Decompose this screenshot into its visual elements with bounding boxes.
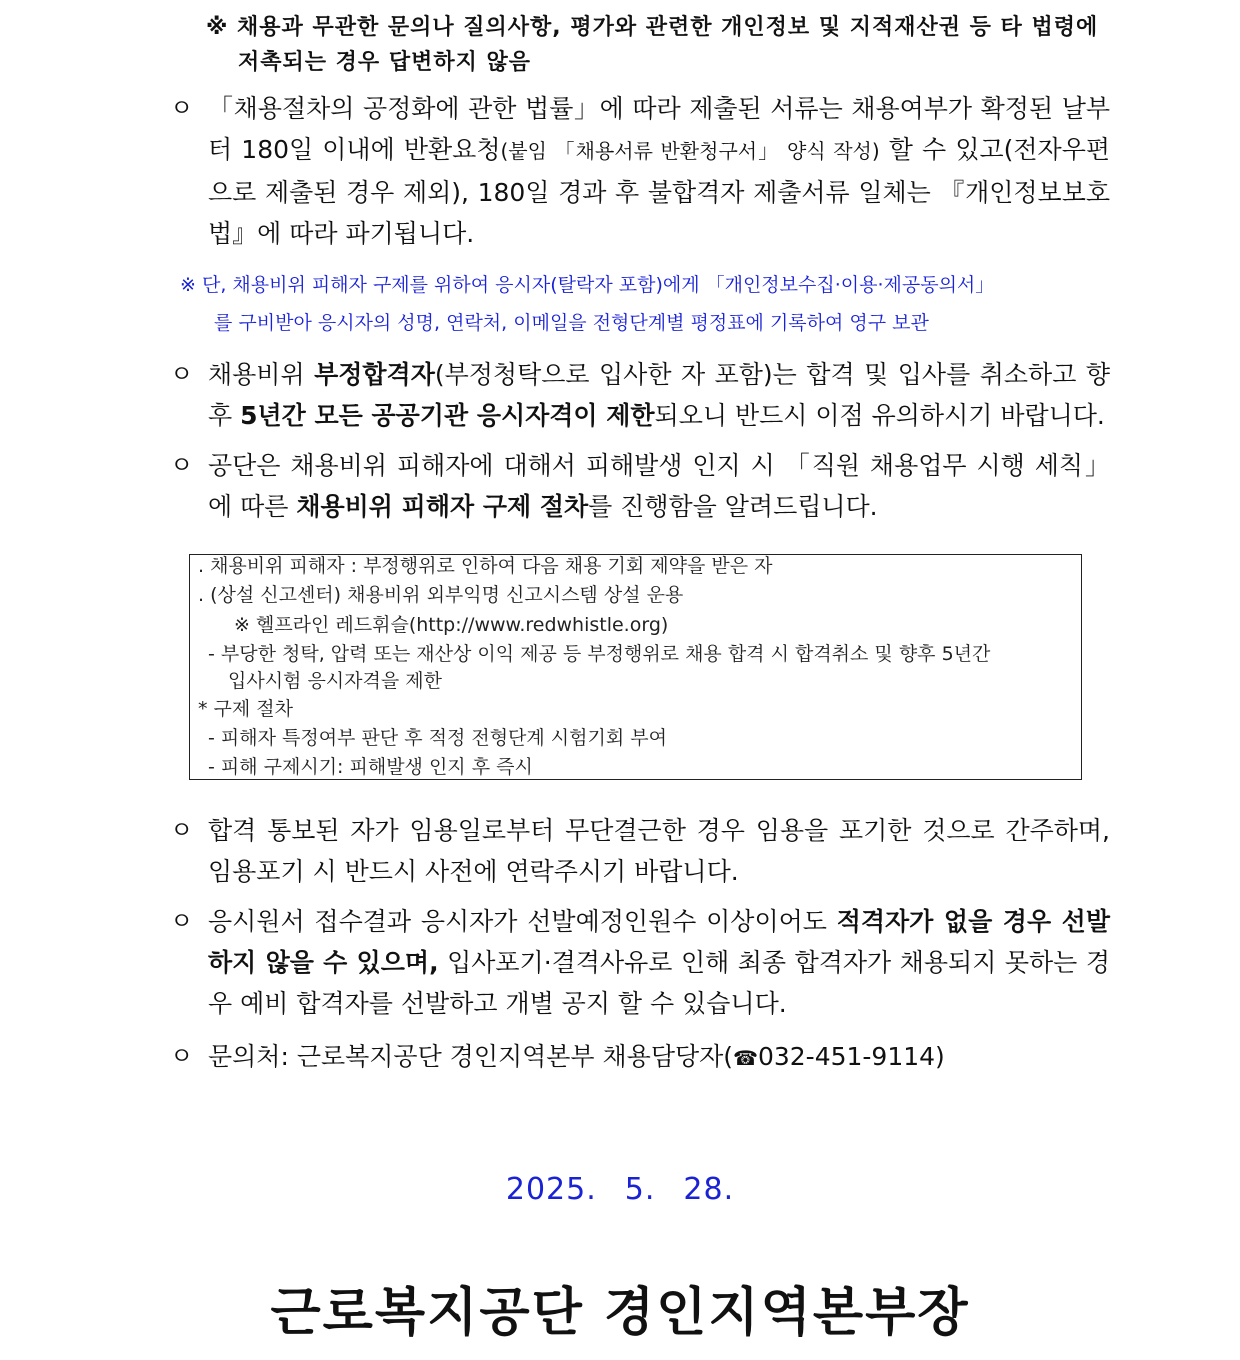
box-line-relief-step2: - 피해 구제시기: 피해발생 인지 후 즉시 (208, 756, 533, 778)
paragraph-contact (170, 1036, 1110, 1079)
paragraph-selection (170, 901, 1110, 1024)
box-line-report-center: . (상설 신고센터) 채용비위 외부익명 신고시스템 상설 운용 (198, 584, 684, 606)
para5-text-c: 입사포기·결격사유로 인해 최종 합격자가 채용되지 못하는 경우 예비 합격자를 선발하고 개별 공지 할 수 있습니다. (208, 948, 1111, 1018)
para2-text-a: 채용비위 (208, 360, 315, 389)
relief-info-box (189, 554, 1082, 780)
date-year: 2025. (505, 1172, 597, 1207)
top-note (206, 10, 1108, 80)
bullet-icon: ㅇ (170, 94, 194, 122)
box-line-unfair-request-cont: 입사시험 응시자격을 제한 (228, 670, 442, 692)
issuer-signature: 근로복지공단 경인지역본부장 (270, 1283, 970, 1343)
paragraph-appointment (170, 810, 1110, 892)
para5-text-a: 응시원서 접수결과 응시자가 선발예정인원수 이상이어도 (208, 907, 837, 936)
contact-label: 문의처: 근로복지공단 경인지역본부 채용담당자( (208, 1042, 734, 1071)
box-line-victim-definition: . 채용비위 피해자 : 부정행위로 인하여 다음 채용 기회 제약을 받은 자 (198, 555, 773, 577)
para1-text-b: (붙임 「채용서류 반환청구서」 양식 작성) (500, 139, 880, 163)
para2-bold-d: 5년간 모든 공공기관 응시자격이 제한 (240, 401, 655, 430)
para2-text-c: (부정청탁으로 입사한 자 포함)는 합격 및 입사를 취소하고 향후 (208, 360, 1110, 430)
contact-phone: 032-451-9114) (757, 1042, 945, 1071)
para1-text-a: 「채용절차의 공정화에 관한 법률」에 따라 제출된 서류는 채용여부가 확정된 날부터 180일 이내에 반환요청 (208, 94, 1110, 164)
privacy-note-line1: ※ 단, 채용비위 피해자 구제를 위하여 응시자(탈락자 포함)에게 「개인정보수집·이용·제공동의서」 (180, 274, 995, 296)
date-month: 5. (624, 1172, 656, 1207)
paragraph-victim-relief (170, 445, 1110, 527)
box-line-relief-step1: - 피해자 특정여부 판단 후 적정 전형단계 시험기회 부여 (208, 727, 667, 749)
bullet-icon: ㅇ (170, 451, 194, 479)
box-line-helpline: ※ 헬프라인 레드휘슬(http://www.redwhistle.org) (234, 614, 669, 636)
para4-text: 합격 통보된 자가 임용일로부터 무단결근한 경우 임용을 포기한 것으로 간주하며, 임용포기 시 반드시 사전에 연락주시기 바랍니다. (208, 816, 1110, 886)
para2-bold-b: 부정합격자 (314, 360, 435, 389)
para1-text-c: 할 수 있고(전자우편으로 제출된 경우 제외), 180일 경과 후 불합격자 제출서류 일체는 『개인정보보호법』에 따라 파기됩니다. (208, 135, 1110, 248)
privacy-note-line2: 를 구비받아 응시자의 성명, 연락처, 이메일을 전형단계별 평정표에 기록하여 영구 보관 (214, 312, 929, 334)
para3-bold-b: 채용비위 피해자 구제 절차 (296, 492, 589, 521)
paragraph-fraud-penalty (170, 354, 1110, 436)
phone-icon: ☎ (733, 1046, 758, 1070)
date-day: 28. (683, 1172, 735, 1207)
top-note-line2: 저촉되는 경우 답변하지 않음 (238, 50, 532, 75)
bullet-icon: ㅇ (170, 907, 194, 935)
bullet-icon: ㅇ (170, 816, 194, 844)
bullet-icon: ㅇ (170, 1042, 194, 1070)
para2-text-e: 되오니 반드시 이점 유의하시기 바랍니다. (654, 401, 1105, 430)
paragraph-document-return (170, 88, 1110, 254)
bullet-icon: ㅇ (170, 360, 194, 388)
privacy-note (180, 266, 1112, 342)
para5-bold-b: 적격자가 없을 경우 선발하지 않을 수 있으며, (208, 907, 1110, 977)
document-date (0, 1172, 1240, 1207)
box-line-relief-procedure: * 구제 절차 (198, 698, 293, 720)
para3-text-a: 공단은 채용비위 피해자에 대해서 피해발생 인지 시 「직원 채용업무 시행 세칙」에 따른 (208, 451, 1110, 521)
para3-text-c: 를 진행함을 알려드립니다. (588, 492, 878, 521)
top-note-line1: ※ 채용과 무관한 문의나 질의사항, 평가와 관련한 개인정보 및 지적재산권 등 타 법령에 (206, 15, 1099, 40)
box-line-unfair-request: - 부당한 청탁, 압력 또는 재산상 이익 제공 등 부정행위로 채용 합격 시 합격취소 및 향후 5년간 (208, 643, 991, 665)
